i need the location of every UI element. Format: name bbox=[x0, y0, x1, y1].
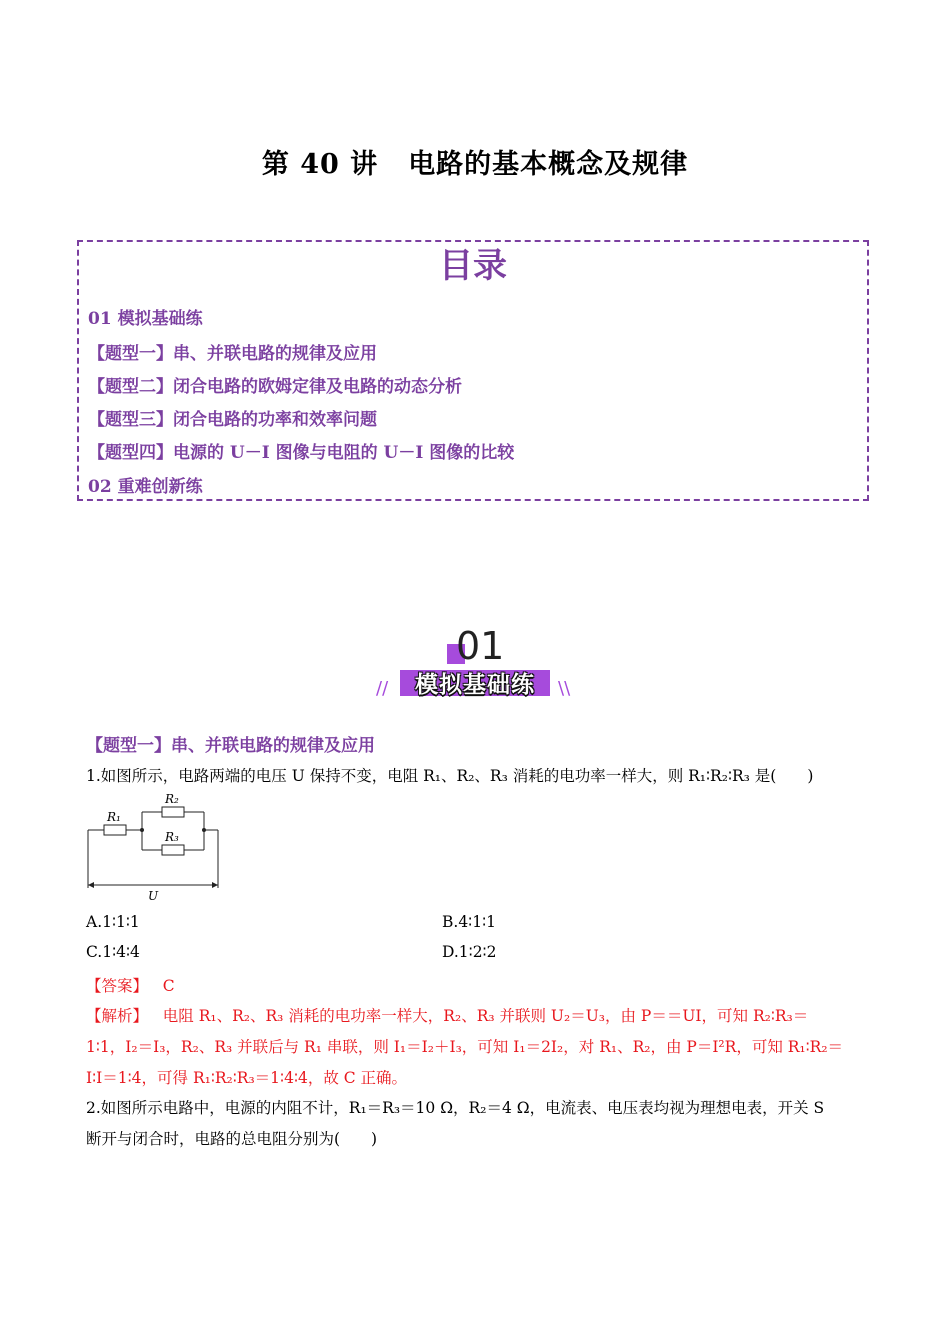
toc-item-topic-4[interactable]: 【题型四】电源的 U－I 图像与电阻的 U－I 图像的比较 bbox=[88, 443, 515, 463]
label-u: U bbox=[148, 889, 159, 903]
analysis-line-2: 1∶1，I₂＝I₃，R₂、R₃ 并联后与 R₁ 串联，则 I₁＝I₂＋I₃，可知 I₁＝2I₂，对 R₁、R₂，由 P＝I²R，可知 R₁∶R₂＝ bbox=[86, 1038, 844, 1056]
toc-item-topic-3[interactable]: 【题型三】闭合电路的功率和效率问题 bbox=[88, 410, 377, 430]
table-of-contents bbox=[77, 240, 869, 501]
answer-line bbox=[86, 974, 175, 996]
topic-heading: 【题型一】串、并联电路的规律及应用 bbox=[86, 736, 375, 756]
label-r2: R₂ bbox=[165, 792, 179, 806]
section-slash-left: // bbox=[376, 678, 389, 699]
section-number: 01 bbox=[456, 624, 505, 668]
toc-item-basic-practice[interactable]: 01 模拟基础练 bbox=[88, 309, 203, 329]
question-2-stem-line-2: 断开与闭合时，电路的总电阻分别为( ) bbox=[86, 1130, 378, 1148]
toc-item-topic-2[interactable]: 【题型二】闭合电路的欧姆定律及电路的动态分析 bbox=[88, 377, 462, 397]
analysis-line-1 bbox=[86, 1004, 808, 1026]
toc-item-advanced-practice[interactable]: 02 重难创新练 bbox=[88, 477, 203, 497]
lecture-topic: 电路的基本概念及规律 bbox=[408, 149, 689, 180]
toc-item-topic-1[interactable]: 【题型一】串、并联电路的规律及应用 bbox=[88, 344, 377, 364]
toc-heading: 目录 bbox=[439, 246, 507, 286]
answer-value: C bbox=[162, 977, 175, 995]
section-slash-right: \\ bbox=[558, 678, 571, 699]
option-c[interactable]: C.1∶4∶4 bbox=[86, 943, 140, 961]
option-d[interactable]: D.1∶2∶2 bbox=[442, 943, 497, 961]
analysis-line-3: I∶I＝1∶4，可得 R₁∶R₂∶R₃＝1∶4∶4，故 C 正确。 bbox=[86, 1069, 408, 1087]
page-title bbox=[0, 142, 950, 181]
label-r1: R₁ bbox=[107, 810, 121, 824]
analysis-tag: 【解析】 bbox=[86, 1007, 149, 1025]
section-label: 模拟基础练 bbox=[415, 672, 535, 698]
question-1-stem: 1.如图所示，电路两端的电压 U 保持不变，电阻 R₁、R₂、R₃ 消耗的电功率一样大，则 R₁∶R₂∶R₃ 是( ) bbox=[86, 767, 814, 785]
option-a[interactable]: A.1∶1∶1 bbox=[86, 913, 140, 931]
analysis-text-1: 电阻 R₁、R₂、R₃ 消耗的电功率一样大，R₂、R₃ 并联则 U₂＝U₃，由 P＝＝UI，可知 R₂∶R₃＝ bbox=[162, 1007, 809, 1025]
question-2-stem-line-1: 2.如图所示电路中，电源的内阻不计，R₁＝R₃＝10 Ω，R₂＝4 Ω，电流表、电压表均视为理想电表，开关 S bbox=[86, 1099, 825, 1117]
section-banner bbox=[370, 622, 580, 707]
label-r3: R₃ bbox=[165, 830, 179, 844]
option-b[interactable]: B.4∶1∶1 bbox=[442, 913, 496, 931]
lecture-number: 第 40 讲 bbox=[261, 149, 379, 180]
answer-tag: 【答案】 bbox=[86, 977, 149, 995]
circuit-diagram bbox=[86, 790, 226, 905]
